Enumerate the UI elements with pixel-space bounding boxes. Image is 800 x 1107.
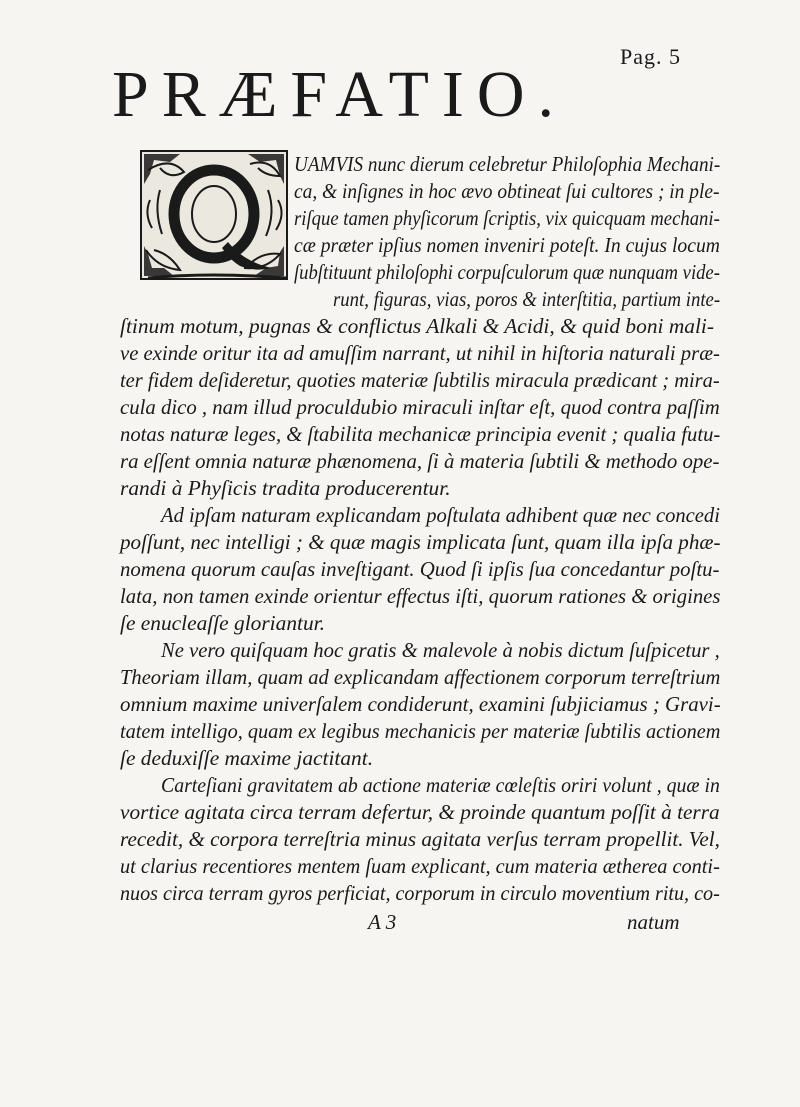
decorated-initial-q xyxy=(140,150,288,280)
text-line: ſubſtituunt philoſophi corpuſculorum quæ nunquam vide- xyxy=(294,260,720,284)
text-line: Ad ipſam naturam explicandam poſtulata adhibent quæ nec concedi xyxy=(161,503,720,527)
text-line: omnium maxime univerſalem condiderunt, examini ſubjiciamus ; Gravi- xyxy=(120,692,721,716)
text-line: poſſunt, nec intelligi ; & quæ magis implicata ſunt, quam illa ipſa phæ- xyxy=(120,530,721,554)
text-line: ſe enucleaſſe gloriantur. xyxy=(120,611,325,635)
text-line: randi à Phyſicis tradita producerentur. xyxy=(120,476,451,500)
text-line: UAMVIS nunc dierum celebretur Philoſophia Mechani- xyxy=(294,152,721,176)
text-line: Ne vero quiſquam hoc gratis & malevole à nobis dictum ſuſpicetur , xyxy=(161,638,720,662)
text-line: ra eſſent omnia naturæ phænomena, ſi à materia ſubtili & methodo ope- xyxy=(120,449,720,473)
page-number: Pag. 5 xyxy=(620,44,681,69)
text-line: ca, & inſignes in hoc ævo obtineat ſui cultores ; in ple- xyxy=(294,179,720,203)
text-line: notas naturæ leges, & ſtabilita mechanicæ principia evenit ; qualia futu- xyxy=(120,422,721,446)
catchword: natum xyxy=(627,910,680,934)
ornamental-initial-icon xyxy=(140,150,288,280)
text-line: cula dico , nam illud proculdubio miraculi inſtar eſt, quod contra paſſim xyxy=(120,395,720,419)
text-line: nomena quorum cauſas inveſtigant. Quod ſi ipſis ſua concedantur poſtu- xyxy=(120,557,720,581)
text-line: runt, figuras, vias, poros & interſtitia, partium inte- xyxy=(333,287,721,311)
text-line: nuos circa terram gyros perficiat, corporum in circulo moventium ritu, co- xyxy=(120,881,720,905)
text-line: ve exinde oritur ita ad amuſſim narrant, ut nihil in hiſtoria naturali præ- xyxy=(120,341,720,365)
text-line: vortice agitata circa terram defertur, & proinde quantum poſſit à terra xyxy=(120,800,720,824)
text-line: cæ præter ipſius nomen inveniri poteſt. In cujus locum xyxy=(294,233,720,257)
text-line: tatem intelligo, quam ex legibus mechanicis per materiæ ſubtilis actionem xyxy=(120,719,721,743)
text-line: ſe deduxiſſe maxime jactitant. xyxy=(120,746,374,770)
page-title: PRÆFATIO. xyxy=(112,58,568,131)
text-line: ut clarius recentiores mentem ſuam explicant, cum materia ætherea conti- xyxy=(120,854,720,878)
text-line: recedit, & corpora terreſtria minus agitata verſus terram propellit. Vel, xyxy=(120,827,720,851)
text-line: lata, non tamen exinde orientur effectus iſti, quorum rationes & origines xyxy=(120,584,721,608)
text-line: Carteſiani gravitatem ab actione materiæ cœleſtis oriri volunt , quæ in xyxy=(161,773,720,797)
text-line: ſtinum motum, pugnas & conflictus Alkali & Acidi, & quid boni mali- xyxy=(120,314,714,338)
text-line: riſque tamen phyſicorum ſcriptis, vix quicquam mechani- xyxy=(294,206,720,230)
signature-mark: A 3 xyxy=(368,910,397,934)
text-line: ter fidem deſideretur, quoties materiæ ſubtilis miracula prædicant ; mira- xyxy=(120,368,720,392)
text-line: Theoriam illam, quam ad explicandam affectionem corporum terreſtrium xyxy=(120,665,721,689)
